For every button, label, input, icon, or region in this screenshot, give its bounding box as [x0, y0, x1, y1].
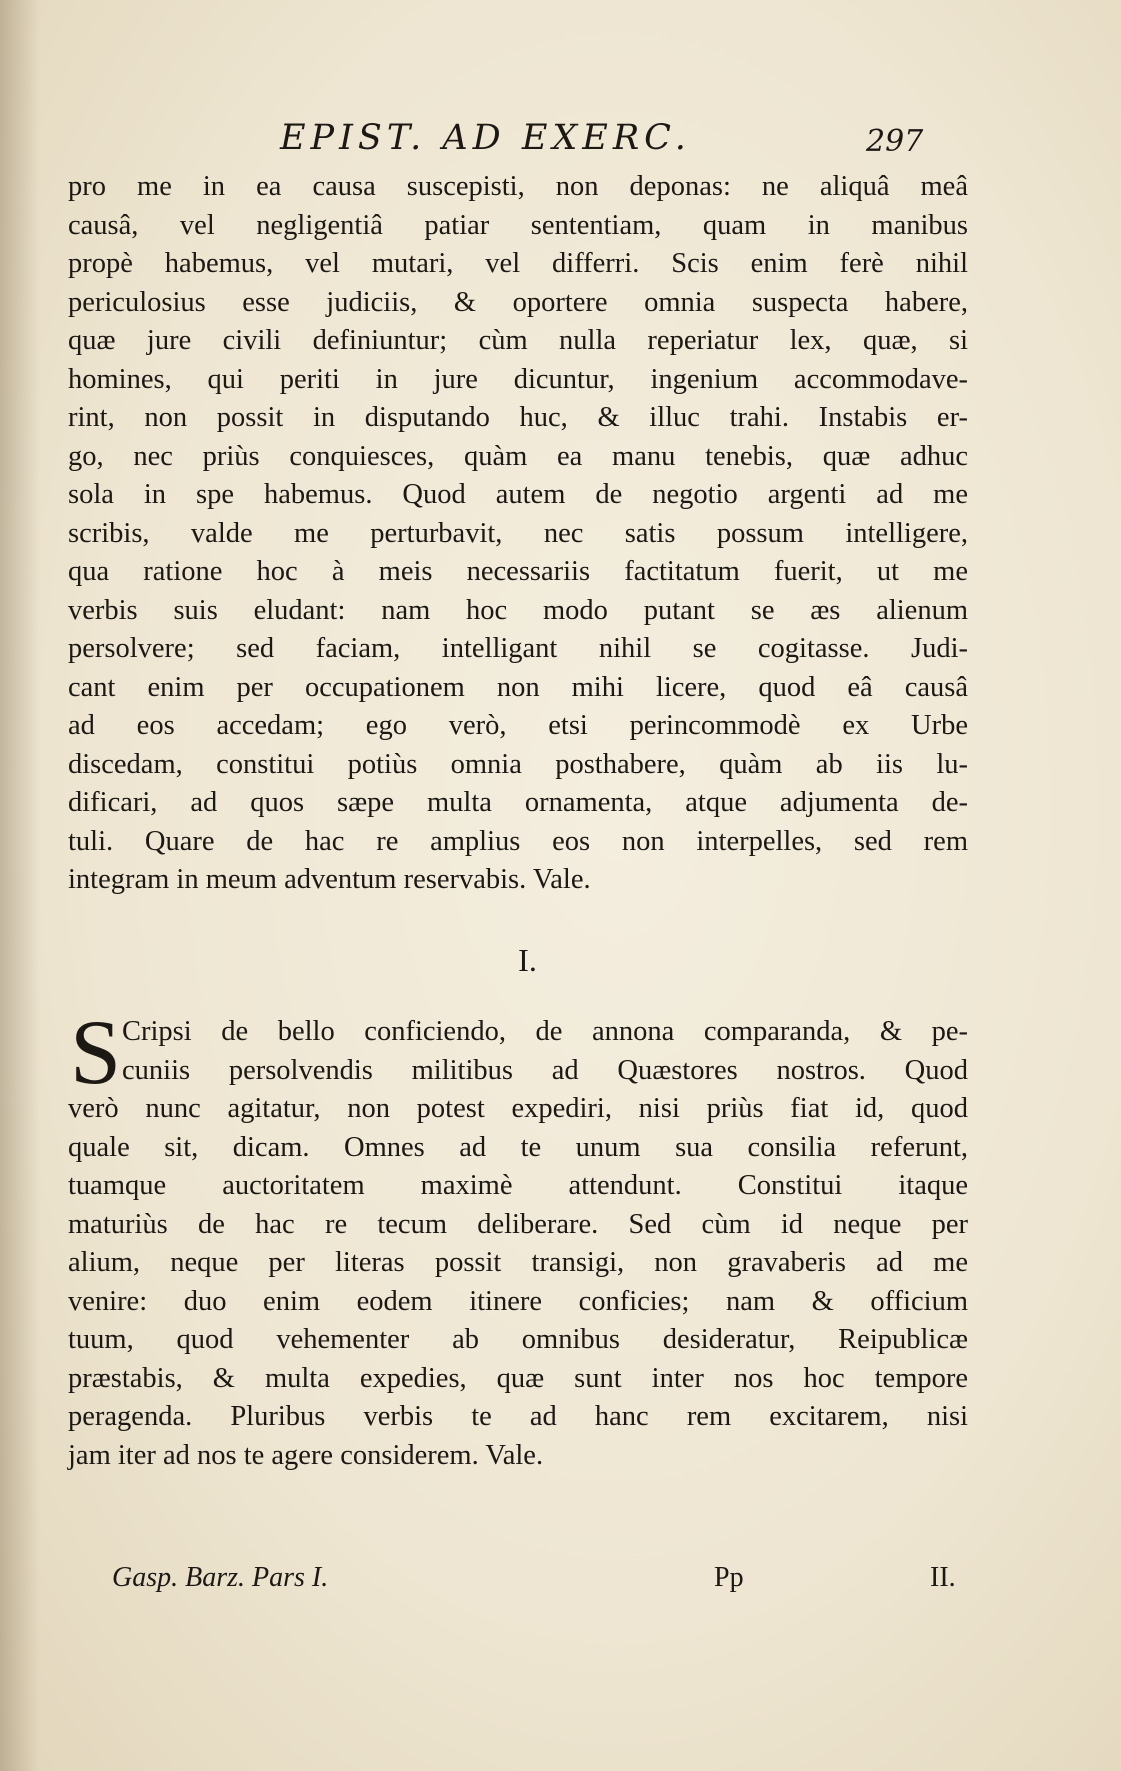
letter-one-text	[68, 1001, 968, 1475]
gutter-shadow	[0, 0, 40, 1771]
text-line: tuum, quod vehementer ab omnibus desideratur, Reipublicæ	[68, 1324, 968, 1355]
printer-signature: Gasp. Barz. Pars I.	[112, 1562, 329, 1593]
text-line: causâ, vel negligentiâ patiar sententiam, quam in manibus	[68, 209, 968, 241]
section-numeral: I.	[518, 942, 537, 978]
text-line: alium, neque per literas possit transigi, non gravaberis ad me	[68, 1247, 968, 1278]
text-line: cant enim per occupationem non mihi licere, quod eâ causâ	[68, 671, 968, 703]
text-line: propè habemus, vel mutari, vel differri. Scis enim ferè nihil	[68, 248, 968, 279]
text-line: rint, non possit in disputando huc, & illuc trahi. Instabis er-	[68, 402, 968, 433]
text-line: homines, qui periti in jure dicuntur, ingenium accommodave-	[68, 363, 968, 395]
text-line: integram in meum adventum reservabis. Vale.	[68, 864, 591, 895]
text-line: scribis, valde me perturbavit, nec satis possum intelligere,	[68, 517, 968, 549]
text-line: præstabis, & multa expedies, quæ sunt inter nos hoc tempore	[68, 1362, 968, 1394]
page-footer	[0, 1562, 1121, 1602]
text-line: tuli. Quare de hac re amplius eos non interpelles, sed rem	[68, 825, 968, 857]
text-line: venire: duo enim eodem itinere conficies; nam & officium	[68, 1285, 968, 1317]
text-line: sola in spe habemus. Quod autem de negotio argenti ad me	[68, 479, 968, 510]
running-head: EPIST. AD EXERC.	[280, 118, 691, 158]
text-line: peragenda. Pluribus verbis te ad hanc rem excitarem, nisi	[68, 1401, 968, 1432]
text-line: go, nec priùs conquiesces, quàm ea manu tenebis, quæ adhuc	[68, 440, 968, 472]
page-header	[0, 118, 1121, 168]
text-line: dificari, ad quos sæpe multa ornamenta, atque adjumenta de-	[68, 787, 968, 818]
text-line: verbis suis eludant: nam hoc modo putant se æs alienum	[68, 594, 968, 626]
text-line: qua ratione hoc à meis necessariis factitatum fuerit, ut me	[68, 556, 968, 587]
text-line: persolvere; sed faciam, intelligant nihil se cogitasse. Judi-	[68, 633, 968, 664]
text-line: quale sit, dicam. Omnes ad te unum sua consilia referunt,	[68, 1131, 968, 1163]
text-line: Cripsi de bello conficiendo, de annona comparanda, & pe-	[122, 1016, 968, 1047]
previous-letter-text	[68, 168, 968, 900]
drop-cap: S	[70, 1001, 122, 1103]
text-line: maturiùs de hac re tecum deliberare. Sed cùm id neque per	[68, 1208, 968, 1240]
text-line: cuniis persolvendis militibus ad Quæstores nostros. Quod	[122, 1054, 968, 1086]
catchword: II.	[930, 1562, 956, 1593]
text-line: verò nunc agitatur, non potest expediri, nisi priùs fiat id, quod	[68, 1093, 968, 1124]
text-line: tuamque auctoritatem maximè attendunt. Constitui itaque	[68, 1170, 968, 1201]
text-line: periculosius esse judiciis, & oportere omnia suspecta habere,	[68, 286, 968, 318]
text-line: discedam, constitui potiùs omnia posthabere, quàm ab iis lu-	[68, 748, 968, 780]
text-line: quæ jure civili definiuntur; cùm nulla reperiatur lex, quæ, si	[68, 325, 968, 356]
page-number: 297	[866, 124, 924, 159]
text-line: ad eos accedam; ego verò, etsi perincommodè ex Urbe	[68, 710, 968, 741]
signature-mark: Pp	[714, 1562, 744, 1593]
text-line: pro me in ea causa suscepisti, non deponas: ne aliquâ meâ	[68, 171, 968, 202]
text-line: jam iter ad nos te agere considerem. Vale.	[68, 1439, 544, 1471]
